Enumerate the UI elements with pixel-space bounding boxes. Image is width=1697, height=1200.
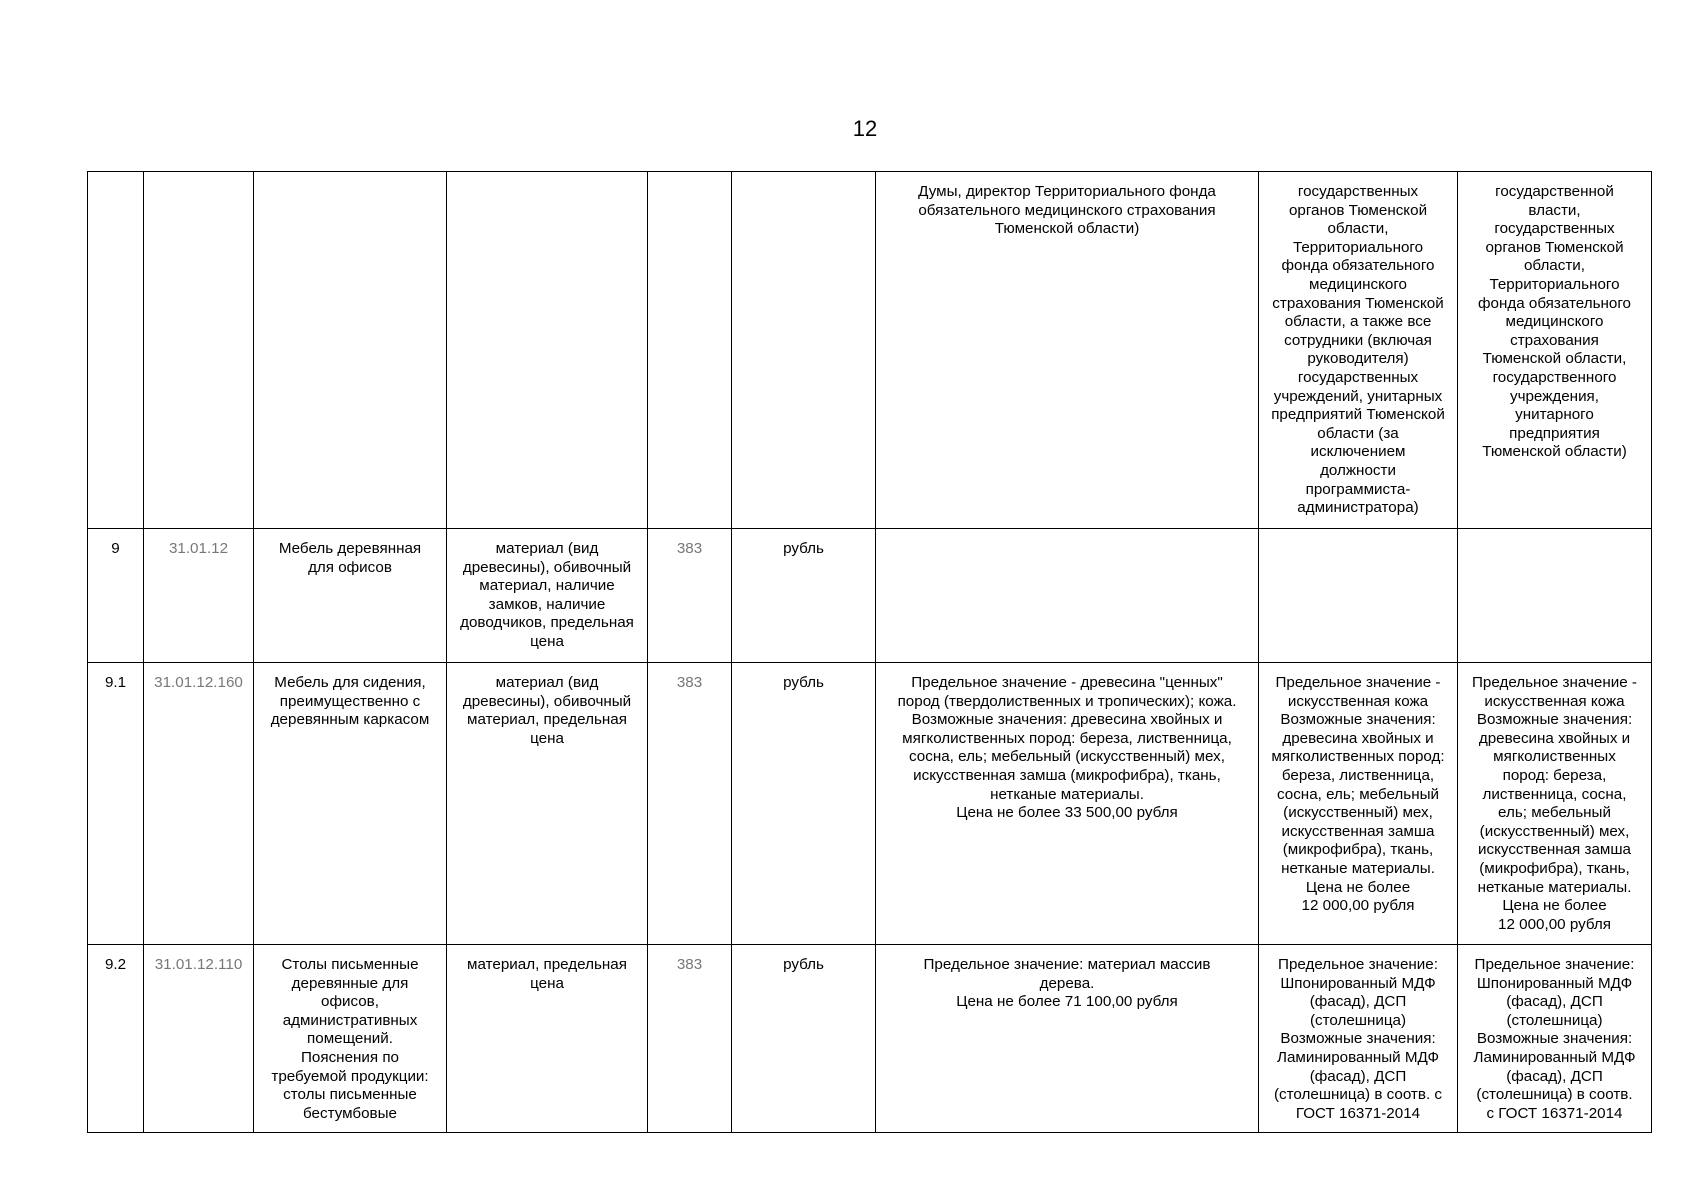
- value-column-2-cell: Предельное значение - искусственная кожа Возможные значения: древесина хвойных и мягколиственных пород: береза, лиственница, сосна, ель; мебельный (искусственный) мех, искусственная замша (микрофибра), ткань, нетканые материалы. Цена не более 12 000,00 рубля: [1259, 663, 1458, 945]
- row-number-cell: 9.1: [88, 663, 144, 945]
- okpd-code-cell: 31.01.12.110: [144, 945, 254, 1133]
- table-row: [88, 945, 1652, 1133]
- table-row: [88, 529, 1652, 663]
- table-row: [88, 663, 1652, 945]
- row-number-cell: 9: [88, 529, 144, 663]
- row-number-cell: 9.2: [88, 945, 144, 1133]
- okei-code-cell: 383: [648, 945, 732, 1133]
- okpd-code-cell: [144, 172, 254, 529]
- value-column-2-cell: Предельное значение: Шпонированный МДФ (фасад), ДСП (столешница) Возможные значения: Ламинированный МДФ (фасад), ДСП (столешница) в соотв. с ГОСТ 16371-2014: [1259, 945, 1458, 1133]
- product-name-cell: Мебель деревянная для офисов: [254, 529, 447, 663]
- characteristics-cell: [447, 172, 648, 529]
- okei-code-cell: 383: [648, 529, 732, 663]
- product-name-cell: [254, 172, 447, 529]
- value-column-3-cell: Предельное значение - искусственная кожа Возможные значения: древесина хвойных и мягколиственных пород: береза, лиственница, сосна, ель; мебельный (искусственный) мех, искусственная замша (микрофибра), ткань, нетканые материалы. Цена не более 12 000,00 рубля: [1458, 663, 1652, 945]
- value-column-2-cell: государственных органов Тюменской области, Территориального фонда обязательного медицинского страхования Тюменской области, а также все сотрудники (включая руководителя) государственных учреждений, унитарных предприятий Тюменской области (за исключением должности программиста- администратора): [1259, 172, 1458, 529]
- product-name-cell: Столы письменные деревянные для офисов, административных помещений. Пояснения по требуемой продукции: столы письменные бестумбовые: [254, 945, 447, 1133]
- value-column-1-cell: [876, 529, 1259, 663]
- value-column-1-cell: Предельное значение - древесина "ценных" пород (твердолиственных и тропических); кожа. Возможные значения: древесина хвойных и мягколиственных пород: береза, лиственница, сосна, ель; мебельный (искусственный) мех, искусственная замша (микрофибра), ткань, нетканые материалы. Цена не более 33 500,00 рубля: [876, 663, 1259, 945]
- okei-code-cell: 383: [648, 663, 732, 945]
- characteristics-cell: материал (вид древесины), обивочный материал, наличие замков, наличие доводчиков, предельная цена: [447, 529, 648, 663]
- value-column-3-cell: государственной власти, государственных органов Тюменской области, Территориального фонда обязательного медицинского страхования Тюменской области, государственного учреждения, унитарного предприятия Тюменской области): [1458, 172, 1652, 529]
- unit-cell: рубль: [732, 529, 876, 663]
- unit-cell: [732, 172, 876, 529]
- okpd-code-cell: 31.01.12.160: [144, 663, 254, 945]
- value-column-1-cell: Предельное значение: материал массив дерева. Цена не более 71 100,00 рубля: [876, 945, 1259, 1133]
- value-column-3-cell: [1458, 529, 1652, 663]
- row-number-cell: [88, 172, 144, 529]
- value-column-3-cell: Предельное значение: Шпонированный МДФ (фасад), ДСП (столешница) Возможные значения: Ламинированный МДФ (фасад), ДСП (столешница) в соотв. с ГОСТ 16371-2014: [1458, 945, 1652, 1133]
- unit-cell: рубль: [732, 945, 876, 1133]
- value-column-1-cell: Думы, директор Территориального фонда обязательного медицинского страхования Тюменской области): [876, 172, 1259, 529]
- page-number: 12: [852, 116, 878, 141]
- value-column-2-cell: [1259, 529, 1458, 663]
- requirements-table: [87, 171, 1652, 1133]
- product-name-cell: Мебель для сидения, преимущественно с деревянным каркасом: [254, 663, 447, 945]
- okei-code-cell: [648, 172, 732, 529]
- characteristics-cell: материал (вид древесины), обивочный материал, предельная цена: [447, 663, 648, 945]
- table-row: [88, 172, 1652, 529]
- unit-cell: рубль: [732, 663, 876, 945]
- okpd-code-cell: 31.01.12: [144, 529, 254, 663]
- characteristics-cell: материал, предельная цена: [447, 945, 648, 1133]
